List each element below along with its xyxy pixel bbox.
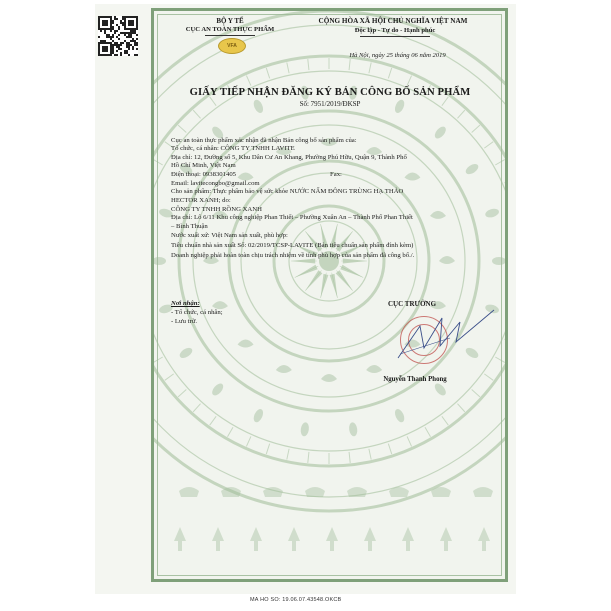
qr-code-icon: [98, 16, 138, 56]
signature: [390, 308, 500, 368]
body-line: HECTOR XANH; do:: [171, 197, 231, 204]
body-line: Tổ chức, cá nhân: CÔNG TY TNHH LAVITE: [171, 145, 295, 152]
recipient-item: - Tổ chức, cá nhân;: [171, 309, 223, 316]
body-line: Hồ Chí Minh, Việt Nam: [171, 162, 236, 169]
national-motto: Độc lập - Tự do - Hạnh phúc: [354, 27, 436, 34]
signer-name: Nguyễn Thanh Phong: [383, 376, 447, 383]
recipients-heading: Nơi nhận:: [171, 300, 200, 307]
body-line: Địa chỉ: Lô 6/11 Khu công nghiệp Phan Thiết – Phường Xuân An – Thành Phố Phan Thiết: [171, 214, 413, 221]
document-number: Số: 7951/2019/ĐKSP: [299, 100, 361, 108]
ministry-name: BỘ Y TẾ: [216, 17, 244, 25]
body-line: Cục an toàn thực phẩm xác nhận đã nhận Bản công bố sản phẩm của:: [171, 137, 357, 144]
agency-emblem-icon: VFA: [218, 38, 246, 54]
signatory-title: CỤC TRƯỞNG: [387, 300, 437, 308]
body-line: – Bình Thuận: [171, 223, 208, 230]
body-line: CÔNG TY TNHH RỒNG XANH: [171, 206, 262, 213]
agency-name: CỤC AN TOÀN THỰC PHẨM: [185, 26, 275, 33]
body-line: Doanh nghiệp phải hoàn toàn chịu trách nhiệm về tính phù hợp của sản phẩm đã công bố./.: [171, 252, 415, 259]
fax-label: Fax:: [330, 171, 342, 178]
body-line: Email: lavitecongbo@gmail.com: [171, 180, 260, 187]
body-line: Điện thoại: 0938301405: [171, 171, 237, 178]
recipient-item: - Lưu trữ.: [171, 318, 198, 325]
dossier-code: MA HO SO: 19.06.07.43548.OKCB: [250, 597, 342, 603]
body-line: Địa chỉ: 12, Đường số 5, Khu Dân Cư An Khang, Phường Phú Hữu, Quận 9, Thành Phố: [171, 154, 407, 161]
document-title: GIẤY TIẾP NHẬN ĐĂNG KÝ BẢN CÔNG BỐ SẢN PHẨM: [189, 87, 471, 98]
issue-dateline: Hà Nội, ngày 25 tháng 06 năm 2019: [349, 52, 446, 59]
body-line: Cho sản phẩm: Thực phẩm bảo vệ sức khỏe NƯỚC NẤM ĐÔNG TRÙNG HẠ THẢO: [171, 188, 404, 195]
motto-underline: [360, 36, 430, 37]
body-line: Tiêu chuẩn nhà sản xuất Số: 02/2019/TCSP-LAVITE (Bản tiêu chuẩn sản phẩm đính kèm): [171, 242, 414, 249]
agency-underline: [205, 35, 255, 36]
republic-name: CỘNG HÒA XÃ HỘI CHỦ NGHĨA VIỆT NAM: [318, 17, 468, 25]
body-line: Nước xuất xứ: Việt Nam sản xuất, phù hợp:: [171, 232, 288, 239]
